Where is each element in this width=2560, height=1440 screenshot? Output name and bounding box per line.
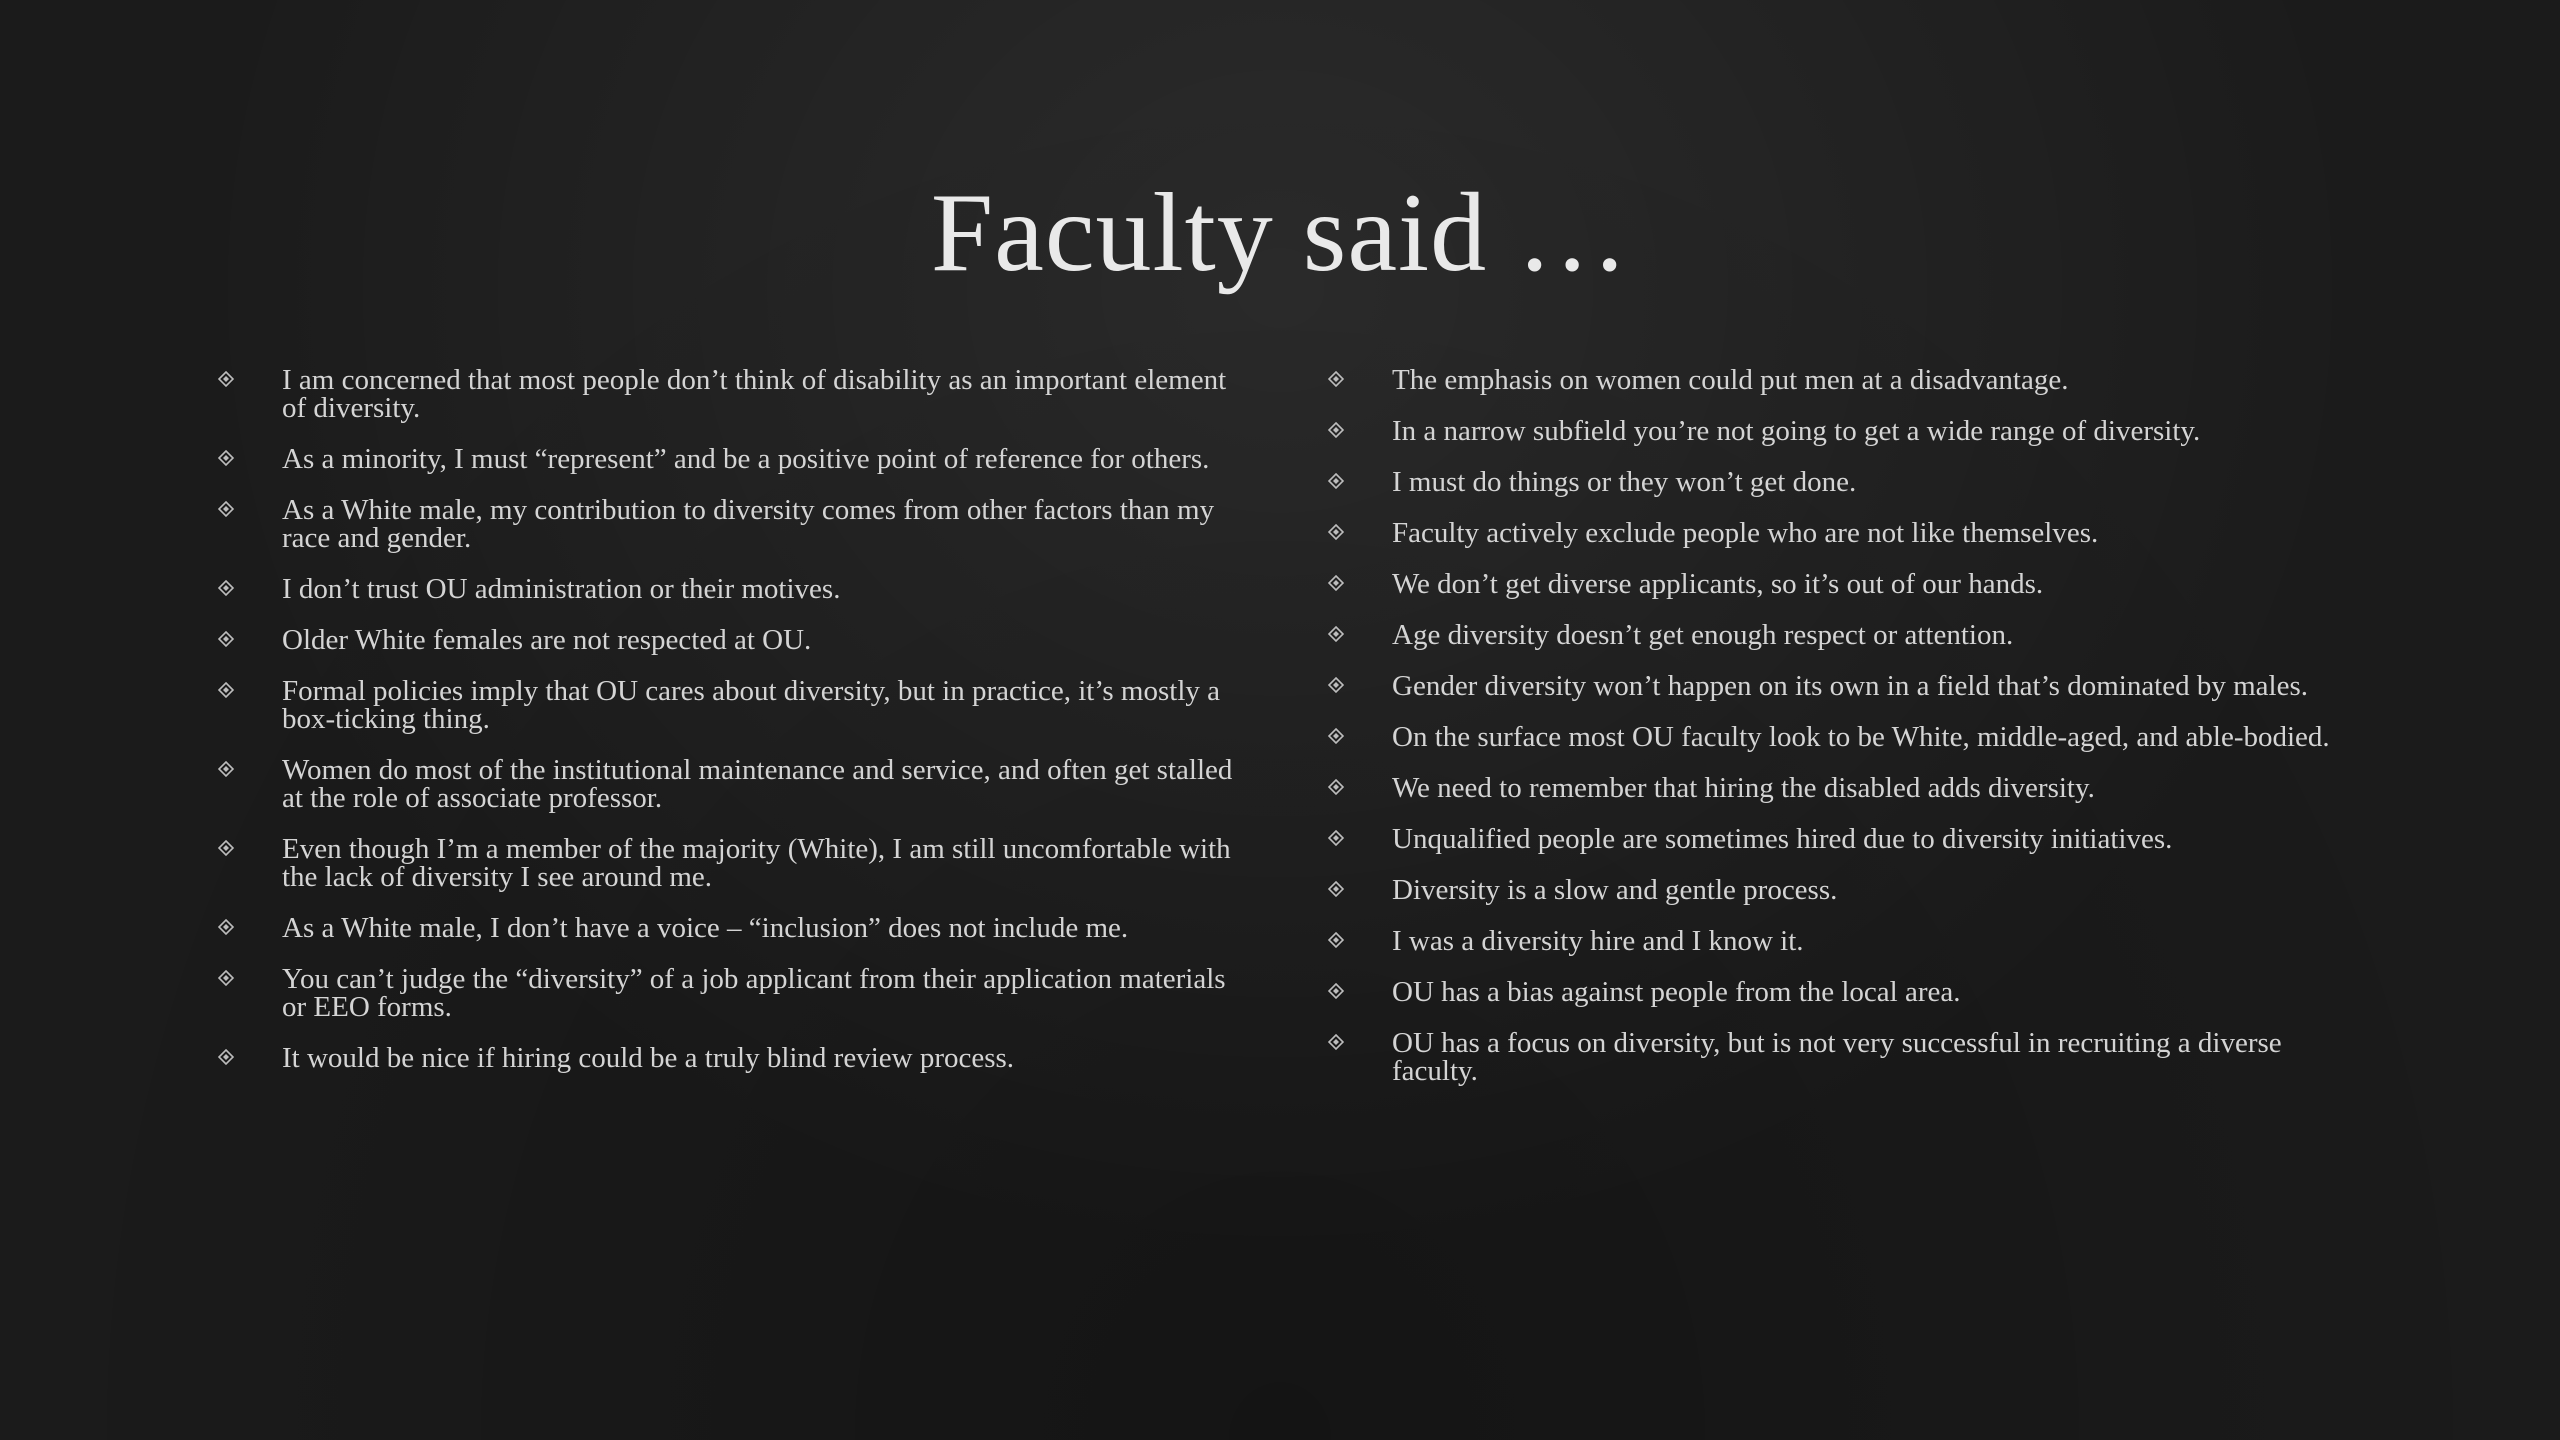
diamond-bullet-icon <box>218 1049 234 1065</box>
list-item <box>214 914 1254 942</box>
diamond-bullet-icon <box>218 919 234 935</box>
list-item-text: Gender diversity won’t happen on its own in a field that’s dominated by males. <box>1392 670 2309 702</box>
list-item <box>1324 621 2364 649</box>
list-item-text: As a White male, my contribution to diversity comes from other factors than my race and gender. <box>282 494 1215 554</box>
diamond-bullet-icon <box>1328 677 1344 693</box>
list-item <box>214 626 1254 654</box>
list-item-text: Faculty actively exclude people who are not like themselves. <box>1392 517 2099 549</box>
list-item <box>214 756 1254 812</box>
diamond-bullet-icon <box>1328 830 1344 846</box>
list-item-text: Older White females are not respected at OU. <box>282 624 812 656</box>
list-item-text: Unqualified people are sometimes hired due to diversity initiatives. <box>1392 823 2173 855</box>
diamond-bullet-icon <box>1328 422 1344 438</box>
diamond-bullet-icon <box>218 371 234 387</box>
list-item <box>1324 417 2364 445</box>
list-item-text: I am concerned that most people don’t think of disability as an important element of diversity. <box>282 364 1227 424</box>
slide-title: Faculty said … <box>930 171 1630 295</box>
list-item-text: You can’t judge the “diversity” of a job applicant from their application materials or EEO forms. <box>282 963 1226 1023</box>
list-item-text: Women do most of the institutional maintenance and service, and often get stalled at the role of associate professor. <box>282 754 1233 814</box>
diamond-bullet-icon <box>1328 881 1344 897</box>
list-item-text: It would be nice if hiring could be a truly blind review process. <box>282 1042 1015 1074</box>
list-item-text: Even though I’m a member of the majority (White), I am still uncomfortable with the lack of diversity I see around me. <box>282 833 1231 893</box>
diamond-bullet-icon <box>1328 626 1344 642</box>
diamond-bullet-icon <box>218 840 234 856</box>
diamond-bullet-icon <box>218 580 234 596</box>
left-bullet-list <box>214 366 1254 1095</box>
diamond-bullet-icon <box>1328 728 1344 744</box>
diamond-bullet-icon <box>218 682 234 698</box>
list-item-text: Age diversity doesn’t get enough respect or attention. <box>1392 619 2014 651</box>
list-item <box>1324 366 2364 394</box>
diamond-bullet-icon <box>1328 932 1344 948</box>
list-item-text: In a narrow subfield you’re not going to get a wide range of diversity. <box>1392 415 2201 447</box>
list-item <box>214 496 1254 552</box>
list-item <box>214 1044 1254 1072</box>
list-item <box>1324 927 2364 955</box>
list-item <box>1324 774 2364 802</box>
list-item <box>1324 468 2364 496</box>
list-item <box>214 366 1254 422</box>
list-item-text: OU has a focus on diversity, but is not very successful in recruiting a diverse faculty. <box>1392 1027 2282 1087</box>
diamond-bullet-icon <box>1328 473 1344 489</box>
diamond-bullet-icon <box>218 501 234 517</box>
list-item <box>214 677 1254 733</box>
diamond-bullet-icon <box>218 450 234 466</box>
list-item-text: The emphasis on women could put men at a disadvantage. <box>1392 364 2069 396</box>
list-item-text: As a minority, I must “represent” and be a positive point of reference for others. <box>282 443 1210 475</box>
list-item-text: Diversity is a slow and gentle process. <box>1392 874 1838 906</box>
list-item-text: I don’t trust OU administration or their motives. <box>282 573 841 605</box>
list-item <box>1324 570 2364 598</box>
list-item <box>1324 978 2364 1006</box>
list-item <box>214 835 1254 891</box>
list-item-text: Formal policies imply that OU cares about diversity, but in practice, it’s mostly a box-ticking thing. <box>282 675 1221 735</box>
list-item-text: On the surface most OU faculty look to be White, middle-aged, and able-bodied. <box>1392 721 2330 753</box>
list-item-text: As a White male, I don’t have a voice – “inclusion” does not include me. <box>282 912 1129 944</box>
list-item-text: I must do things or they won’t get done. <box>1392 466 1857 498</box>
list-item-text: We don’t get diverse applicants, so it’s out of our hands. <box>1392 568 2044 600</box>
diamond-bullet-icon <box>218 631 234 647</box>
list-item-text: We need to remember that hiring the disabled adds diversity. <box>1392 772 2095 804</box>
list-item-text: I was a diversity hire and I know it. <box>1392 925 1804 957</box>
right-bullet-list <box>1324 366 2364 1108</box>
diamond-bullet-icon <box>218 761 234 777</box>
diamond-bullet-icon <box>1328 779 1344 795</box>
list-item <box>1324 876 2364 904</box>
list-item <box>214 965 1254 1021</box>
diamond-bullet-icon <box>1328 371 1344 387</box>
diamond-bullet-icon <box>1328 1034 1344 1050</box>
diamond-bullet-icon <box>218 970 234 986</box>
diamond-bullet-icon <box>1328 524 1344 540</box>
list-item-text: OU has a bias against people from the local area. <box>1392 976 1961 1008</box>
list-item <box>1324 519 2364 547</box>
list-item <box>1324 825 2364 853</box>
list-item <box>1324 723 2364 751</box>
diamond-bullet-icon <box>1328 575 1344 591</box>
list-item <box>214 445 1254 473</box>
list-item <box>1324 1029 2364 1085</box>
diamond-bullet-icon <box>1328 983 1344 999</box>
list-item <box>214 575 1254 603</box>
list-item <box>1324 672 2364 700</box>
